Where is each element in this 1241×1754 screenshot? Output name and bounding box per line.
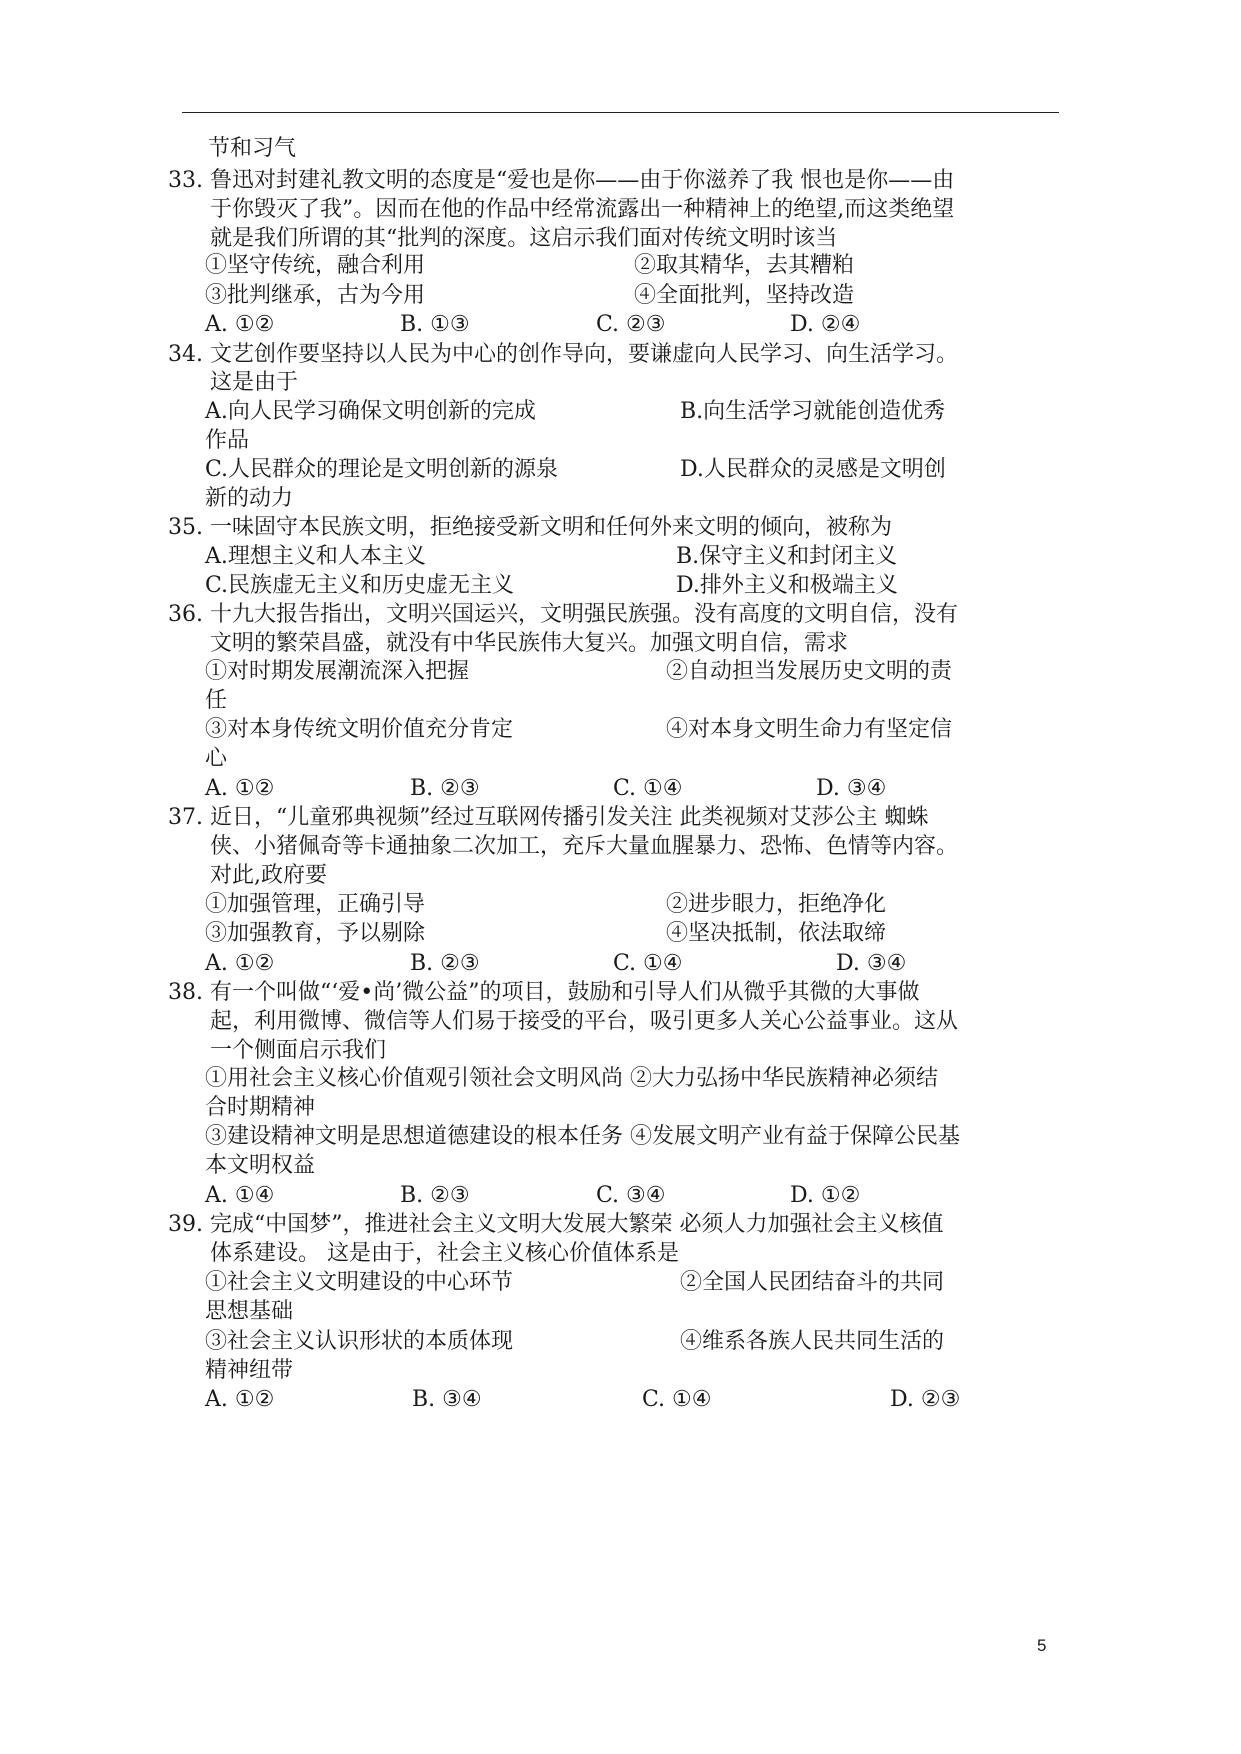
q34-option-a: A.向人民学习确保文明创新的完成 [205,399,536,424]
q37-option-2: ②进步眼力，拒绝净化 [666,892,887,917]
q36-option-1: ①对时期发展潮流深入把握 [205,659,470,684]
q33-answer-a: A. ①② [205,312,275,337]
q33-answer-d: D. ②④ [790,312,861,337]
q33-stem-line-3: 就是我们所谓的其“批判的深度。这启示我们面对传统文明时该当 [210,226,838,251]
q33-stem-line-2: 于你毁灭了我”。因而在他的作品中经常流露出一种精神上的绝望,而这类绝望 [210,197,955,222]
q39-stem-line-1: 完成“中国梦”，推进社会主义文明大发展大繁荣 必须人力加强社会主义核值 [210,1212,944,1237]
q38-stem-line-3: 一个侧面启示我们 [210,1038,387,1063]
q38-option-3-4: ③建设精神文明是思想道德建设的根本任务 ④发展文明产业有益于保障公民基 [205,1124,960,1149]
q37-option-4: ④坚决抵制，依法取缔 [666,921,887,946]
q39-stem-line-2: 体系建设。 这是由于，社会主义核心价值体系是 [210,1241,679,1266]
q38-option-2-cont: 合时期精神 [205,1095,316,1120]
q38-stem-line-2: 起，利用微博、微信等人们易于接受的平台，吸引更多人关心公益事业。这从 [210,1009,959,1034]
q33-option-3: ③批判继承，古为今用 [205,283,426,308]
question-number-39: 39. [168,1212,203,1237]
q39-answer-b: B. ③④ [412,1387,482,1412]
q36-answer-c: C. ①④ [613,776,683,801]
q36-answer-b: B. ②③ [410,776,480,801]
q34-option-d: D.人民群众的灵感是文明创 [680,457,946,482]
q36-option-4-cont: 心 [205,746,228,771]
q39-option-4-cont: 精神纽带 [205,1358,294,1383]
q39-option-4: ④维系各族人民共同生活的 [680,1329,945,1354]
q38-answer-d: D. ①② [790,1183,861,1208]
q37-answer-b: B. ②③ [410,951,480,976]
q37-option-1: ①加强管理，正确引导 [205,892,426,917]
q36-answer-a: A. ①② [205,776,275,801]
q39-option-2: ②全国人民团结奋斗的共同 [680,1270,945,1295]
q36-stem-line-2: 文明的繁荣昌盛，就没有中华民族伟大复兴。加强文明自信，需求 [210,631,849,656]
q36-option-2-cont: 任 [205,688,228,713]
q37-answer-c: C. ①④ [613,951,683,976]
q39-answer-d: D. ②③ [890,1387,961,1412]
q34-option-d-cont: 新的动力 [205,486,294,511]
q33-option-4: ④全面批判，坚持改造 [634,283,855,308]
q35-option-b: B.保守主义和封闭主义 [676,544,898,569]
q34-option-c: C.人民群众的理论是文明创新的源泉 [205,457,559,482]
q37-stem-line-3: 对此,政府要 [210,863,327,888]
question-number-33: 33. [168,168,203,193]
q33-answer-b: B. ①③ [400,312,470,337]
q38-answer-c: C. ③④ [596,1183,666,1208]
q39-option-2-cont: 思想基础 [205,1299,294,1324]
q36-answer-d: D. ③④ [816,776,887,801]
q38-answer-b: B. ②③ [400,1183,470,1208]
q36-option-3: ③对本身传统文明价值充分肯定 [205,717,514,742]
question-number-38: 38. [168,980,203,1005]
q33-option-2: ②取其精华，去其糟粕 [634,253,855,278]
q34-option-b: B.向生活学习就能创造优秀 [680,399,946,424]
page-number: 5 [1037,1636,1047,1655]
q35-option-c: C.民族虚无主义和历史虚无主义 [205,573,515,598]
continuation-text: 节和习气 [208,136,297,161]
question-number-36: 36. [168,602,203,627]
q34-stem-line-2: 这是由于 [210,370,299,395]
q35-stem-line-1: 一味固守本民族文明，拒绝接受新文明和任何外来文明的倾向，被称为 [210,515,893,540]
q37-stem-line-1: 近日，“儿童邪典视频”经过互联网传播引发关注 此类视频对艾莎公主 蜘蛛 [210,805,929,830]
question-number-34: 34. [168,342,203,367]
q36-option-4: ④对本身文明生命力有坚定信 [666,717,953,742]
q37-stem-line-2: 侠、小猪佩奇等卡通抽象二次加工，充斥大量血腥暴力、恐怖、色情等内容。 [210,834,959,859]
q35-option-d: D.排外主义和极端主义 [676,573,898,598]
q38-answer-a: A. ①④ [205,1183,275,1208]
header-rule [182,112,1059,113]
q34-option-b-cont: 作品 [205,428,250,453]
q33-answer-c: C. ②③ [596,312,666,337]
q39-option-3: ③社会主义认识形状的本质体现 [205,1329,514,1354]
q37-option-3: ③加强教育，予以剔除 [205,921,426,946]
q35-option-a: A.理想主义和人本主义 [205,544,426,569]
question-number-37: 37. [168,805,203,830]
q37-answer-d: D. ③④ [836,951,907,976]
q38-option-4-cont: 本文明权益 [205,1153,316,1178]
question-number-35: 35. [168,515,203,540]
q38-stem-line-1: 有一个叫做“‘爱•尚’微公益”的项目，鼓励和引导人们从微乎其微的大事做 [210,980,920,1005]
q36-option-2: ②自动担当发展历史文明的责 [666,659,953,684]
q39-answer-a: A. ①② [205,1387,275,1412]
q39-option-1: ①社会主义文明建设的中心环节 [205,1270,514,1295]
q38-option-1-2: ①用社会主义核心价值观引领社会文明风尚 ②大力弘扬中华民族精神必须结 [205,1066,938,1091]
q36-stem-line-1: 十九大报告指出，文明兴国运兴，文明强民族强。没有高度的文明自信，没有 [210,602,959,627]
q39-answer-c: C. ①④ [642,1387,712,1412]
q33-option-1: ①坚守传统，融合利用 [205,253,426,278]
q34-stem-line-1: 文艺创作要坚持以人民为中心的创作导向，要谦虚向人民学习、向生活学习。 [210,342,959,367]
q37-answer-a: A. ①② [205,951,275,976]
q33-stem-line-1: 鲁迅对封建礼教文明的态度是“爱也是你——由于你滋养了我 恨也是你——由 [210,168,955,193]
